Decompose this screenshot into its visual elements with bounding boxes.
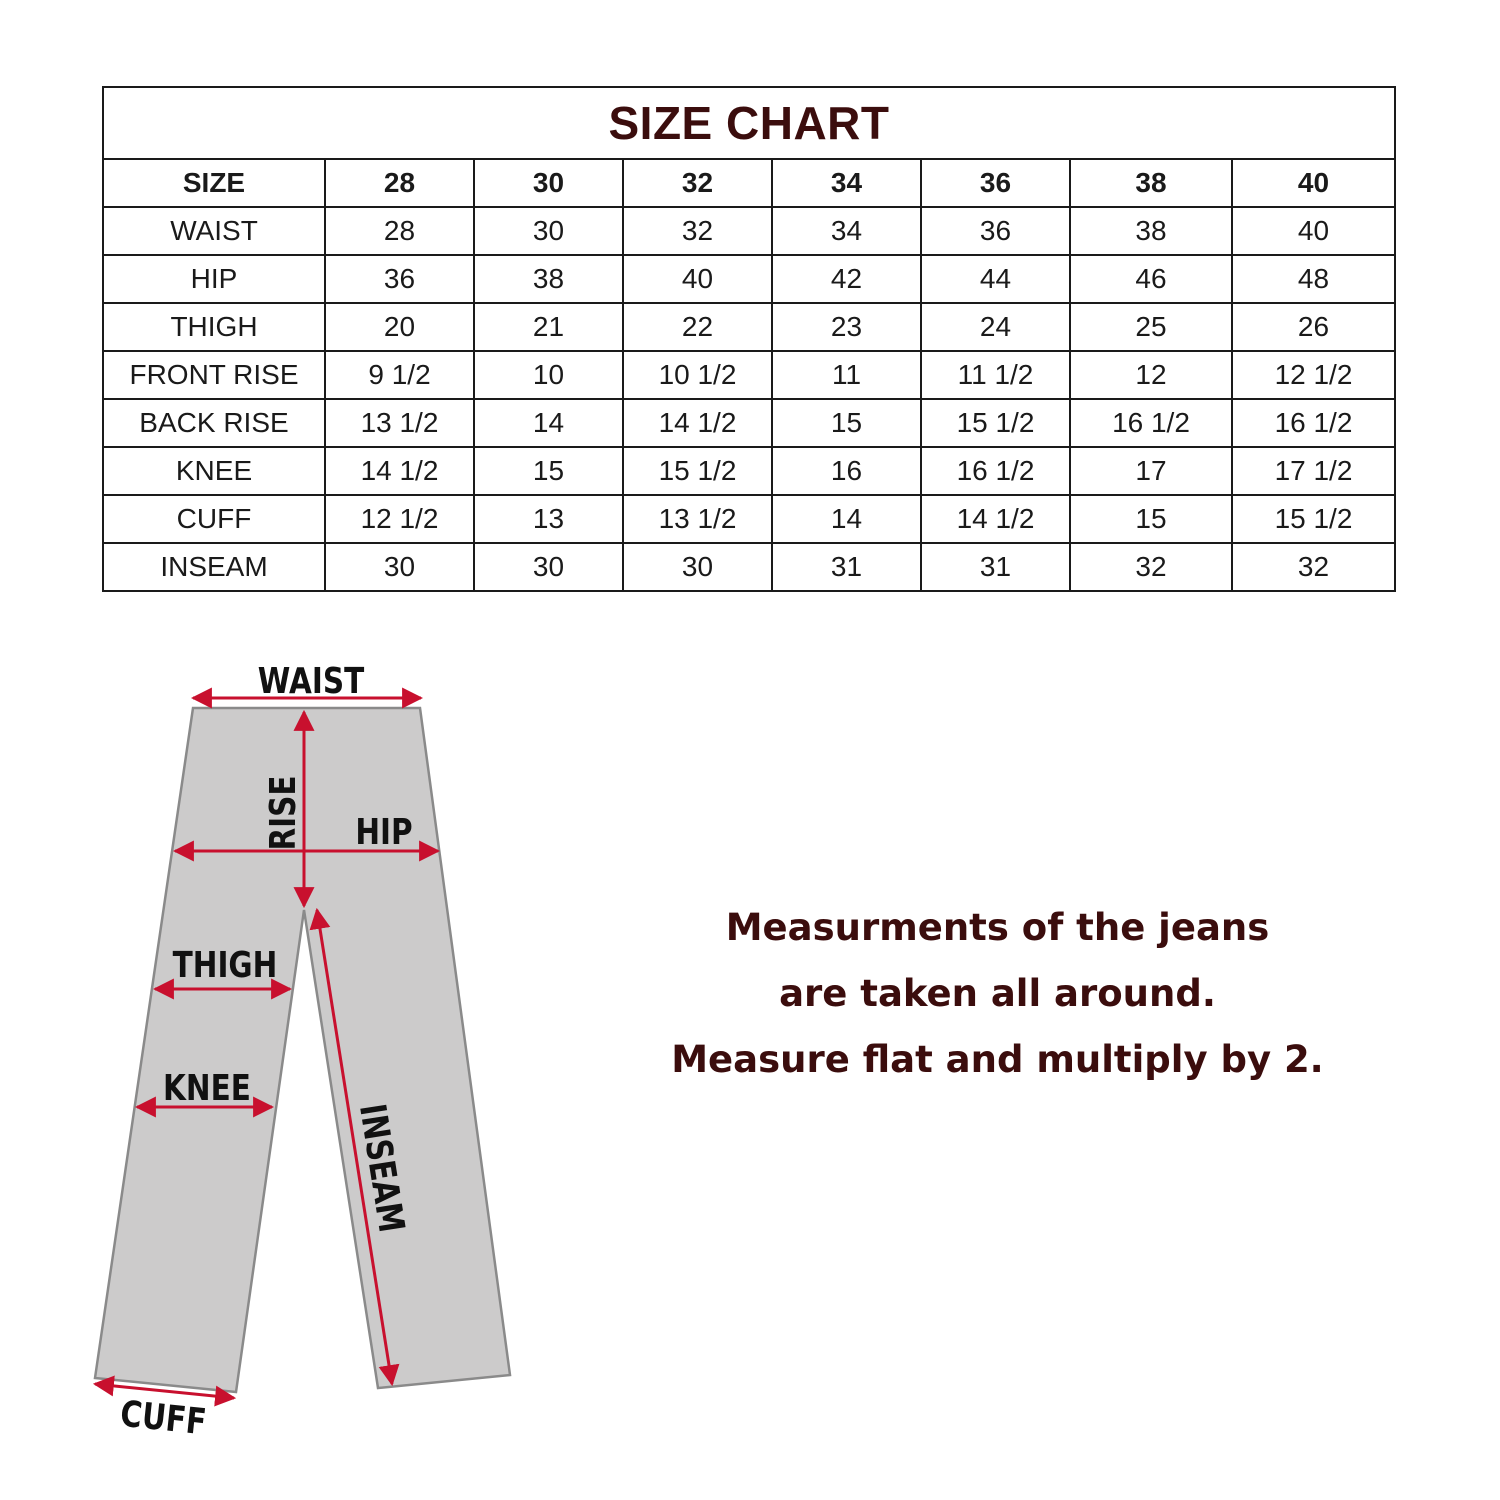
measurement-value-cell: 15 1/2: [921, 399, 1070, 447]
measurement-value-cell: 10: [474, 351, 623, 399]
measurement-value-cell: 31: [772, 543, 921, 591]
header-cell: 38: [1070, 159, 1232, 207]
inseam-label: INSEAM: [351, 1100, 414, 1236]
measurement-value-cell: 31: [921, 543, 1070, 591]
measurement-value-cell: 28: [325, 207, 474, 255]
measurement-value-cell: 16 1/2: [921, 447, 1070, 495]
measurement-value-cell: 16: [772, 447, 921, 495]
measurement-value-cell: 12: [1070, 351, 1232, 399]
thigh-label: THIGH: [172, 943, 278, 986]
measurement-value-cell: 40: [1232, 207, 1395, 255]
measurement-value-cell: 46: [1070, 255, 1232, 303]
size-chart-table: [102, 86, 1396, 592]
measurement-label-cell: CUFF: [103, 495, 325, 543]
measurement-value-cell: 13 1/2: [325, 399, 474, 447]
measurement-value-cell: 40: [623, 255, 772, 303]
header-cell: 40: [1232, 159, 1395, 207]
measurement-value-cell: 48: [1232, 255, 1395, 303]
note-line: Measurments of the jeans: [725, 906, 1270, 949]
header-cell: SIZE: [103, 159, 325, 207]
measurement-value-cell: 36: [921, 207, 1070, 255]
measurement-value-cell: 14 1/2: [623, 399, 772, 447]
measurement-value-cell: 30: [474, 207, 623, 255]
size-header-row: [103, 159, 1395, 207]
cuff-label: CUFF: [118, 1391, 209, 1444]
measurement-value-cell: 10 1/2: [623, 351, 772, 399]
measurement-value-cell: 38: [474, 255, 623, 303]
measurement-note: [620, 895, 1375, 1093]
measurement-value-cell: 42: [772, 255, 921, 303]
measurement-value-cell: 26: [1232, 303, 1395, 351]
measurement-value-cell: 13: [474, 495, 623, 543]
header-cell: 28: [325, 159, 474, 207]
measurement-value-cell: 32: [623, 207, 772, 255]
header-cell: 30: [474, 159, 623, 207]
measurement-value-cell: 16 1/2: [1070, 399, 1232, 447]
header-cell: 34: [772, 159, 921, 207]
measurement-value-cell: 21: [474, 303, 623, 351]
size-row-front-rise: [103, 351, 1395, 399]
measurement-label-cell: THIGH: [103, 303, 325, 351]
measurement-value-cell: 11: [772, 351, 921, 399]
size-row-cuff: [103, 495, 1395, 543]
measurement-label-cell: INSEAM: [103, 543, 325, 591]
measurement-value-cell: 14 1/2: [921, 495, 1070, 543]
measurement-value-cell: 36: [325, 255, 474, 303]
measurement-value-cell: 15 1/2: [1232, 495, 1395, 543]
header-cell: 32: [623, 159, 772, 207]
measurement-value-cell: 14: [474, 399, 623, 447]
measurement-value-cell: 15: [772, 399, 921, 447]
measurement-value-cell: 30: [474, 543, 623, 591]
measurement-value-cell: 30: [325, 543, 474, 591]
measurement-value-cell: 14 1/2: [325, 447, 474, 495]
note-line: Measure flat and multiply by 2.: [671, 1038, 1324, 1081]
measurement-value-cell: 22: [623, 303, 772, 351]
size-row-knee: [103, 447, 1395, 495]
measurement-value-cell: 15: [474, 447, 623, 495]
measurement-value-cell: 15: [1070, 495, 1232, 543]
note-line: are taken all around.: [779, 972, 1216, 1015]
measurement-value-cell: 12 1/2: [325, 495, 474, 543]
measurement-value-cell: 13 1/2: [623, 495, 772, 543]
hip-label: HIP: [355, 810, 413, 853]
size-row-inseam: [103, 543, 1395, 591]
measurement-label-cell: HIP: [103, 255, 325, 303]
knee-label: KNEE: [163, 1066, 251, 1109]
waist-label: WAIST: [257, 659, 365, 702]
size-row-hip: [103, 255, 1395, 303]
measurement-value-cell: 44: [921, 255, 1070, 303]
measurement-value-cell: 30: [623, 543, 772, 591]
size-row-thigh: [103, 303, 1395, 351]
measurement-label-cell: FRONT RISE: [103, 351, 325, 399]
measurement-value-cell: 32: [1232, 543, 1395, 591]
header-cell: 36: [921, 159, 1070, 207]
size-chart-title: SIZE CHART: [103, 87, 1395, 159]
measurement-value-cell: 34: [772, 207, 921, 255]
size-row-back-rise: [103, 399, 1395, 447]
measurement-label-cell: WAIST: [103, 207, 325, 255]
measurement-value-cell: 12 1/2: [1232, 351, 1395, 399]
size-table-body: [103, 207, 1395, 591]
measurement-value-cell: 23: [772, 303, 921, 351]
measurement-value-cell: 17 1/2: [1232, 447, 1395, 495]
measurement-value-cell: 25: [1070, 303, 1232, 351]
size-row-waist: [103, 207, 1395, 255]
measurement-value-cell: 38: [1070, 207, 1232, 255]
measurement-value-cell: 16 1/2: [1232, 399, 1395, 447]
measurement-value-cell: 17: [1070, 447, 1232, 495]
jeans-measurement-diagram: [0, 630, 620, 1450]
measurement-value-cell: 24: [921, 303, 1070, 351]
rise-label: RISE: [261, 775, 304, 851]
measurement-value-cell: 32: [1070, 543, 1232, 591]
measurement-value-cell: 9 1/2: [325, 351, 474, 399]
measurement-value-cell: 14: [772, 495, 921, 543]
measurement-value-cell: 20: [325, 303, 474, 351]
measurement-value-cell: 11 1/2: [921, 351, 1070, 399]
measurement-value-cell: 15 1/2: [623, 447, 772, 495]
measurement-label-cell: KNEE: [103, 447, 325, 495]
measurement-label-cell: BACK RISE: [103, 399, 325, 447]
